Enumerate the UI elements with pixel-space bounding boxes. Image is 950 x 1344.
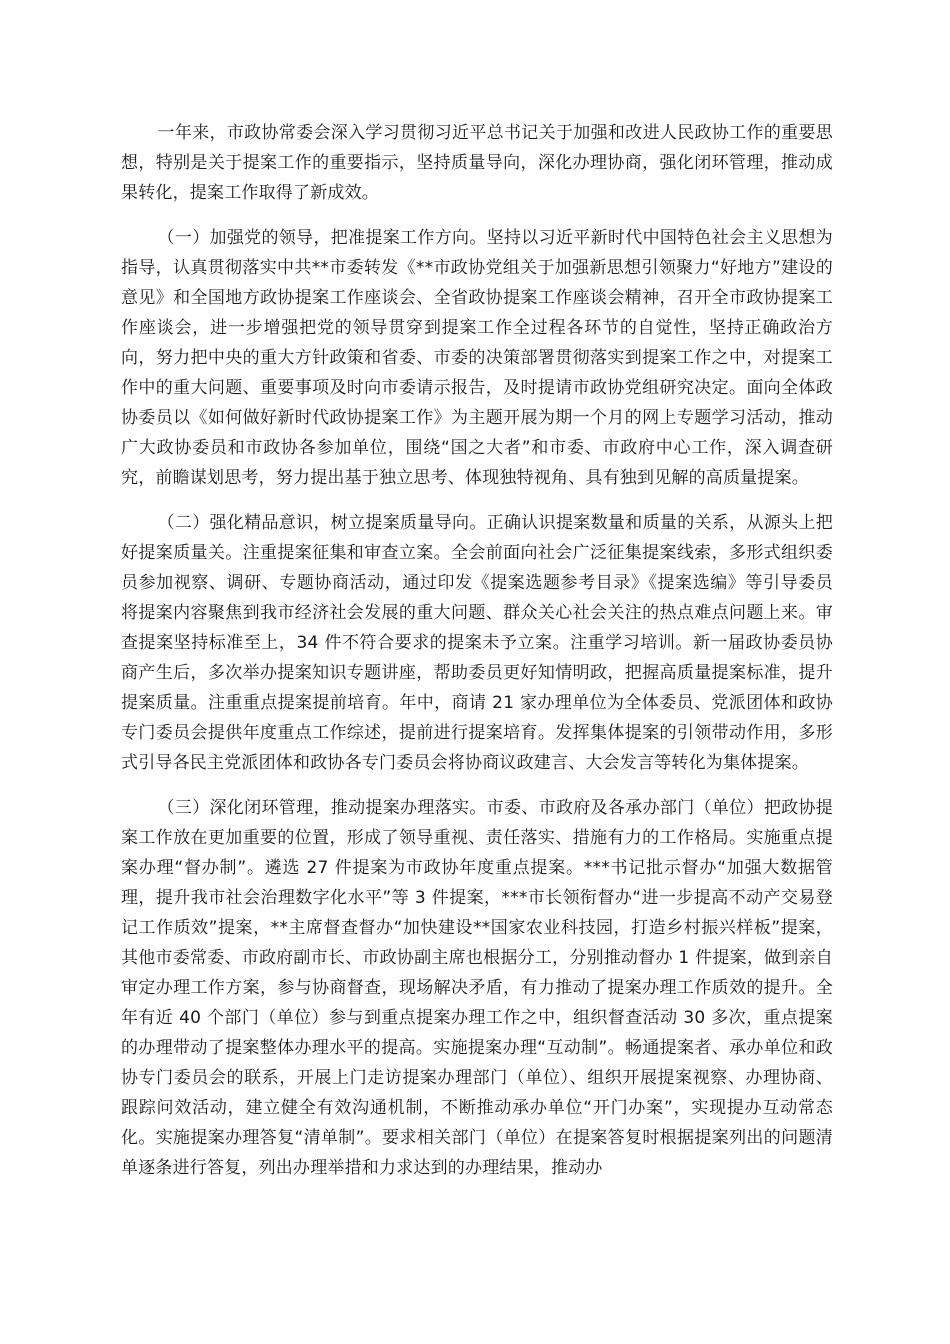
paragraph-section-1: （一）加强党的领导，把准提案工作方向。坚持以习近平新时代中国特色社会主义思想为指导，认真贯彻落实中共**市委转发《**市政协党组关于加强新思想引领聚力“好地方”建设的意见》和全国地方政协提案工作座谈会、全省政协提案工作座谈会精神，召开全市政协提案工作座谈会，进一步增强把党的领导贯穿到提案工作全过程各环节的自觉性，坚持正确政治方向，努力把中央的重大方针政策和省委、市委的决策部署贯彻落实到提案工作之中，对提案工作中的重大问题、重要事项及时向市委请示报告，及时提请市政协党组研究决定。面向全体政协委员以《如何做好新时代政协提案工作》为主题开展为期一个月的网上专题学习活动，推动广大政协委员和市政协各参加单位，围绕“国之大者”和市委、市政府中心工作，深入调查研究，前瞻谋划思考，努力提出基于独立思考、体现独特视角、具有独到见解的高质量提案。 <box>121 228 833 488</box>
paragraph-section-3: （三）深化闭环管理，推动提案办理落实。市委、市政府及各承办部门（单位）把政协提案工作放在更加重要的位置，形成了领导重视、责任落实、措施有力的工作格局。实施重点提案办理“督办制”。遴选 27 件提案为市政协年度重点提案。***书记批示督办“加强大数据管理，提升我市社会治理数字化水平”等 3 件提案，***市长领衔督办“进一步提高不动产交易登记工作质效”提案，**主席督查督办“加快建设**国家农业科技园，打造乡村振兴样板”提案，其他市委常委、市政府副市长、市政协副主席也根据分工，分别推动督办 1 件提案，做到亲自审定办理工作方案，参与协商督查，现场解决矛盾，有力推动了提案办理工作质效的提升。全年有近 40 个部门（单位）参与到重点提案办理工作之中，组织督查活动 30 多次，重点提案的办理带动了提案整体办理水平的提高。实施提案办理“互动制”。畅通提案者、承办单位和政协专门委员会的联系，开展上门走访提案办理部门（单位）、组织开展提案视察、办理协商、跟踪问效活动，建立健全有效沟通机制，不断推动承办单位“开门办案”，实现提办互动常态化。实施提案办理答复“清单制”。要求相关部门（单位）在提案答复时根据提案列出的问题清单逐条进行答复，列出办理举措和力求达到的办理结果，推动办 <box>121 798 833 1178</box>
paragraph-section-2: （二）强化精品意识，树立提案质量导向。正确认识提案数量和质量的关系，从源头上把好提案质量关。注重提案征集和审查立案。全会前面向社会广泛征集提案线索，多形式组织委员参加视察、调研、专题协商活动，通过印发《提案选题参考目录》《提案选编》等引导委员将提案内容聚焦到我市经济社会发展的重大问题、群众关心社会关注的热点难点问题上来。审查提案坚持标准至上，34 件不符合要求的提案未予立案。注重学习培训。新一届政协委员协商产生后，多次举办提案知识专题讲座，帮助委员更好知情明政，把握高质量提案标准，提升提案质量。注重重点提案提前培育。年中，商请 21 家办理单位为全体委员、党派团体和政协专门委员会提供年度重点工作综述，提前进行提案培育。发挥集体提案的引领带动作用，多形式引导各民主党派团体和政协各专门委员会将协商议政建言、大会发言等转化为集体提案。 <box>121 513 833 773</box>
document-body <box>121 118 833 1198</box>
paragraph-intro: 一年来，市政协常委会深入学习贯彻习近平总书记关于加强和改进人民政协工作的重要思想，特别是关于提案工作的重要指示，坚持质量导向，深化办理协商，强化闭环管理，推动成果转化，提案工作取得了新成效。 <box>121 123 833 203</box>
